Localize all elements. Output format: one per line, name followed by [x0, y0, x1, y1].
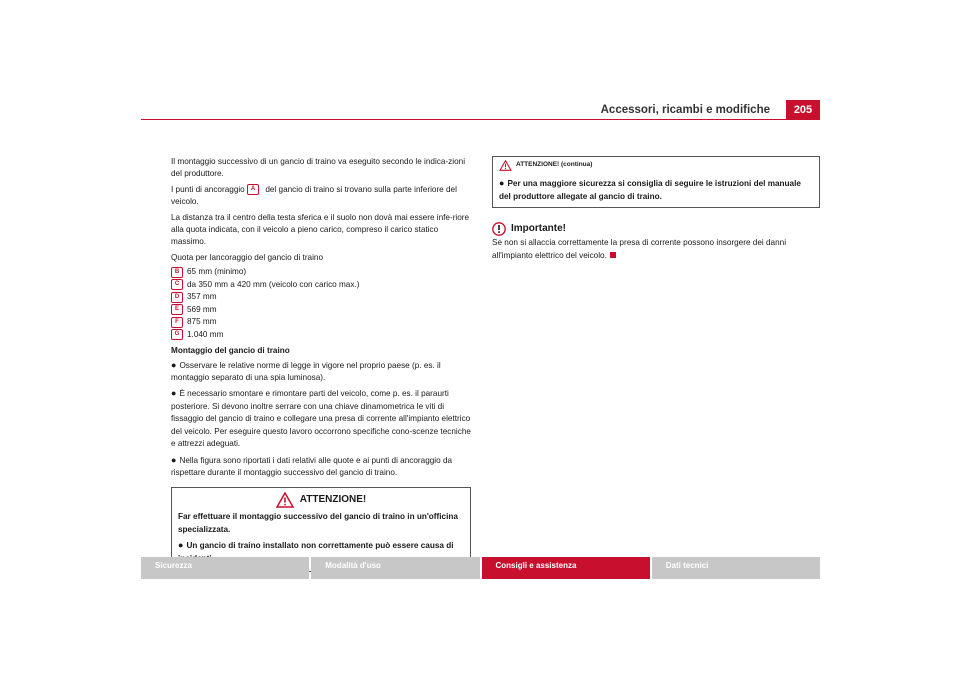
warning-bullet-text: Un gancio di traino installato non correttamente può essere causa di: [186, 541, 454, 551]
quota-heading: Quota per lancoraggio del gancio di traino: [171, 252, 324, 262]
bullet-item: [171, 454, 471, 480]
quota-value: 569 mm: [187, 304, 217, 314]
bullet-item: [171, 359, 471, 385]
quota-item: [171, 279, 471, 292]
exclamation-circle-icon: [492, 222, 506, 236]
reference-badge: B: [171, 267, 183, 278]
anchor-paragraph: [171, 184, 471, 209]
warning-continued-box: [492, 156, 820, 208]
footer-tab-sicurezza[interactable]: Sicurezza: [141, 557, 309, 579]
quota-value: 65 mm (minimo): [187, 267, 247, 277]
warning-continued-title: ATTENZIONE! (continua): [516, 161, 593, 168]
important-text: [492, 237, 820, 262]
warning-triangle-icon: [499, 160, 512, 171]
header-rule: [141, 119, 820, 120]
warning-continued-text: Per una maggiore sicurezza si consiglia di seguire le istruzioni del manuale del produttore allegate al gancio di traino.: [499, 179, 801, 201]
reference-badge: D: [171, 292, 183, 303]
quota-value: 875 mm: [187, 317, 217, 327]
intro-paragraph: Il montaggio successivo di un gancio di traino va eseguito secondo le indica-zioni del produttore.: [171, 157, 466, 179]
warning-text: Far effettuare il montaggio successivo del gancio di traino in un'officina specializzata.: [178, 512, 458, 534]
distance-paragraph: La distanza tra il centro della testa sferica e il suolo non dovà mai essere infe-riore alla quota indicata, con il veicolo a pieno carico, compreso il carico statico massimo.: [171, 212, 470, 247]
important-body: Se non si allaccia correttamente la presa di corrente possono insorgere dei danni all'impianto elettrico del veicolo.: [492, 238, 787, 260]
bullet-item: [171, 387, 471, 450]
bullet-icon: ●: [499, 178, 505, 189]
reference-badge-a: A: [247, 184, 259, 195]
page-number: 205: [786, 100, 820, 119]
warning-header: [178, 492, 464, 508]
section-title: Montaggio del gancio di traino: [171, 346, 290, 356]
quota-value: 1.040 mm: [187, 329, 224, 339]
reference-badge: G: [171, 329, 183, 340]
reference-badge: C: [171, 279, 183, 290]
quota-item: [171, 316, 471, 329]
bullet-text: Nella figura sono riportati i dati relativi alle quote e ai punti di ancoraggio da rispettare durante il montaggio successivo del gancio di traino.: [171, 455, 453, 477]
important-title: Importante!: [511, 223, 566, 235]
anchor-text-post: del gancio di traino si trovano sulla parte inferiore del veicolo.: [171, 184, 457, 207]
anchor-text-pre: I punti di ancoraggio: [171, 184, 245, 194]
page-header-title: Accessori, ricambi e modifiche: [600, 104, 770, 116]
footer-tab-modalita-uso[interactable]: Modalità d'uso: [311, 557, 479, 579]
bullet-text: Osservare le relative norme di legge in vigore nel proprio paese (p. es. il montaggio separato di una spia luminosa).: [171, 360, 441, 383]
reference-badge: E: [171, 304, 183, 315]
bullet-icon: ●: [171, 388, 177, 399]
bullet-text: È necessario smontare e rimontare parti del veicolo, come p. es. il paraurti posteriore. Si devono inoltre serrare con una chiave dinamometrica le viti di fissaggio del gancio di traino e collegare una presa di corrente all'impianto elettrico del veicolo. Per eseguire questo lavoro occorrono specifiche cono-scenze tecniche e attrezzi adeguati.: [171, 389, 471, 449]
quota-value: 357 mm: [187, 292, 217, 302]
reference-badge: F: [171, 317, 183, 328]
end-mark-icon: [610, 252, 616, 258]
left-column: [171, 156, 471, 572]
quota-item: [171, 266, 471, 279]
warning-triangle-icon: [276, 492, 294, 508]
bullet-icon: ●: [178, 540, 184, 551]
quota-list: [171, 266, 471, 341]
quota-item: [171, 329, 471, 342]
footer-tab-consigli-assistenza[interactable]: Consigli e assistenza: [482, 557, 650, 579]
right-column: [492, 156, 820, 265]
warning-continued-bullet: [499, 177, 813, 203]
quota-item: [171, 304, 471, 317]
warning-title: ATTENZIONE!: [299, 494, 367, 506]
bullet-icon: ●: [171, 359, 177, 370]
warning-continued-header: [499, 159, 813, 171]
footer-nav: [141, 557, 820, 579]
quota-item: [171, 291, 471, 304]
footer-tab-dati-tecnici[interactable]: Dati tecnici: [652, 557, 820, 579]
quota-value: da 350 mm a 420 mm (veicolo con carico max.): [187, 279, 360, 289]
important-header: [492, 222, 820, 236]
bullet-icon: ●: [171, 454, 177, 465]
